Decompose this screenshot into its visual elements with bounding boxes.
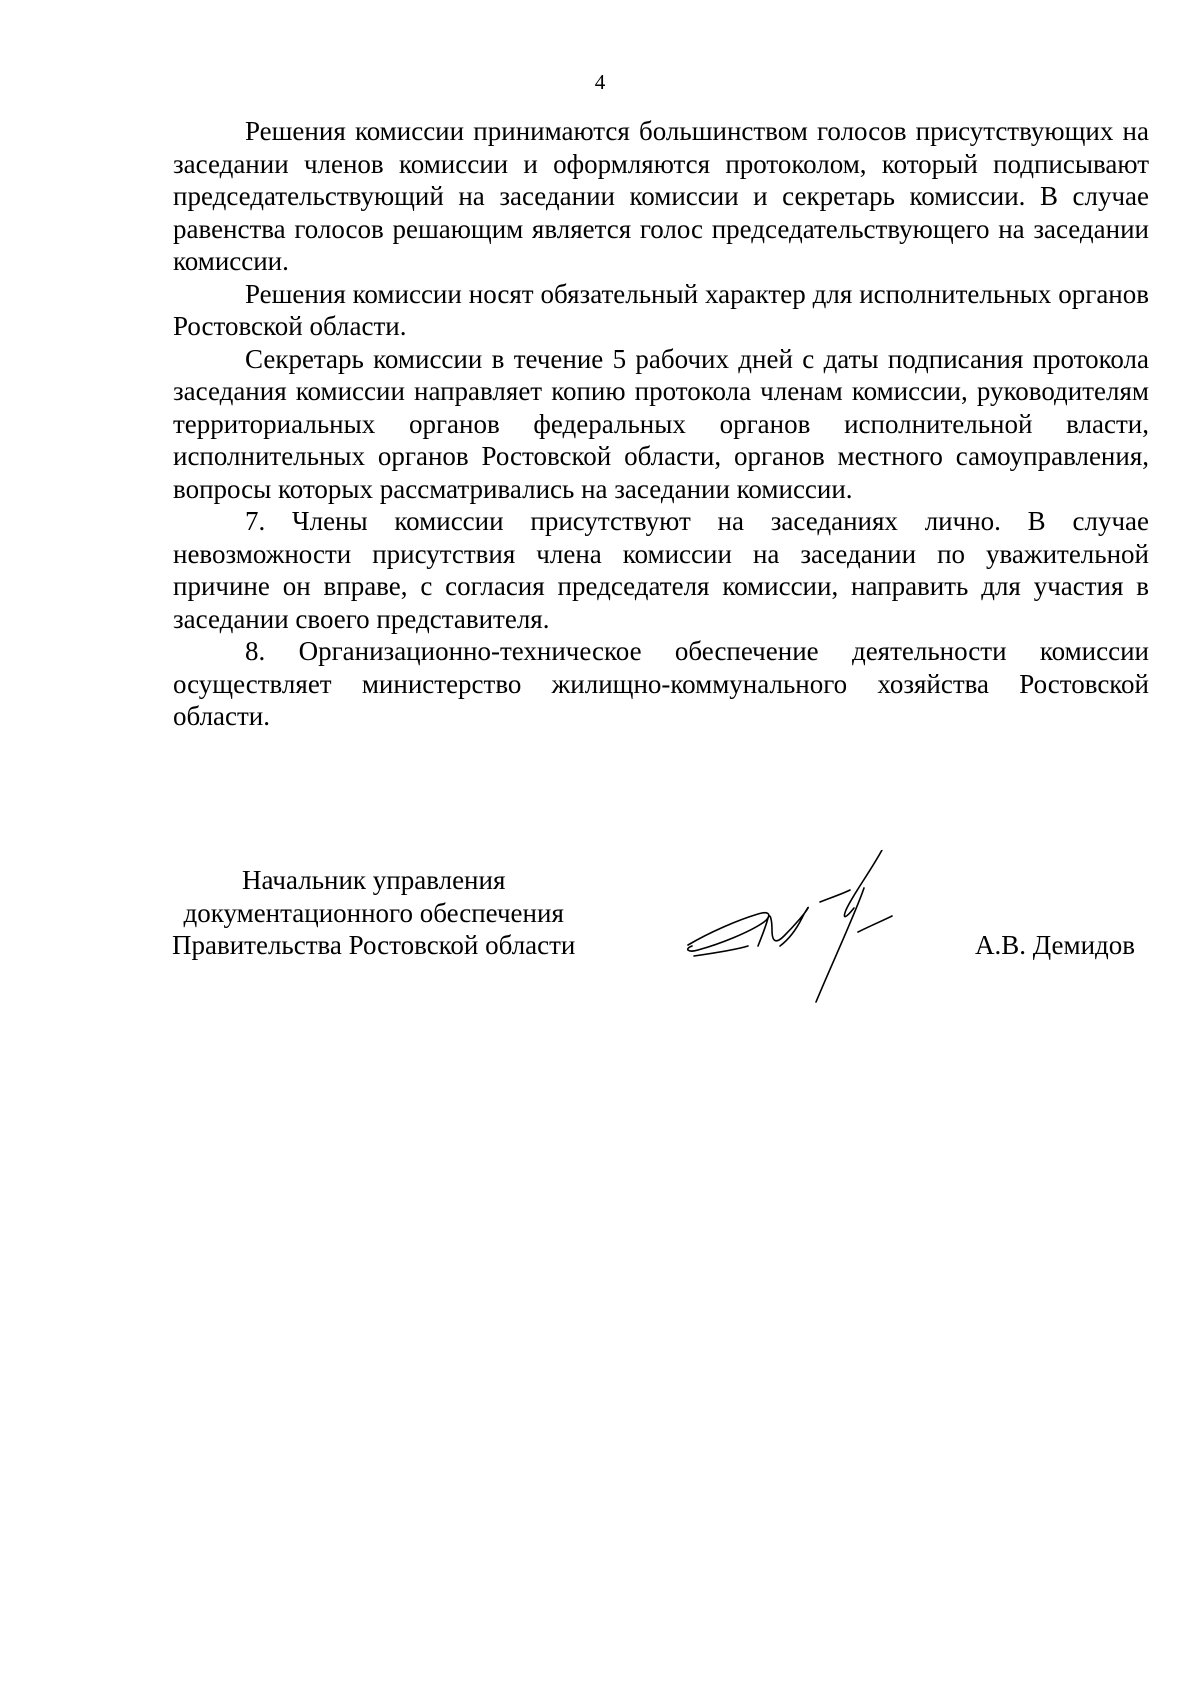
signer-name: А.В. Демидов xyxy=(975,930,1136,960)
signer-position-line: Правительства Ростовской области xyxy=(172,930,576,960)
paragraph-voting-rules: Решения комиссии принимаются большинством голосов присутствующих на заседании членов комиссии и оформляются протоколом, который подписывают председательствующий на заседании комиссии и секретарь комиссии. В случае равенства голосов решающим является голос председательствующего на заседании комиссии. xyxy=(173,116,1149,276)
document-body xyxy=(173,115,1149,733)
paragraph-secretary-duties: Секретарь комиссии в течение 5 рабочих дней с даты подписания протокола заседания комиссии направляет копию протокола членам комиссии, руководителям территориальных органов федеральных органов исполнительной власти, исполнительных органов Ростовской области, органов местного самоуправления, вопросы которых рассматривались на заседании комиссии. xyxy=(173,343,1149,504)
paragraph-binding-decisions: Решения комиссии носят обязательный характер для исполнительных органов Ростовской области. xyxy=(173,278,1149,341)
signer-position-line: Начальник управления xyxy=(242,865,506,895)
paragraph-clause-7: 7. Члены комиссии присутствуют на заседаниях лично. В случае невозможности присутствия члена комиссии на заседании по уважительной причине он вправе, с согласия председателя комиссии, направить для участия в заседании своего представителя. xyxy=(173,506,1149,634)
paragraph-clause-8: 8. Организационно-техническое обеспечение деятельности комиссии осуществляет министерство жилищно-коммунального хозяйства Ростовской области. xyxy=(173,636,1149,731)
page-number: 4 xyxy=(594,70,606,94)
signer-position xyxy=(172,864,575,962)
signer-position-line: документационного обеспечения xyxy=(183,897,564,928)
handwritten-signature-icon xyxy=(680,850,980,1010)
